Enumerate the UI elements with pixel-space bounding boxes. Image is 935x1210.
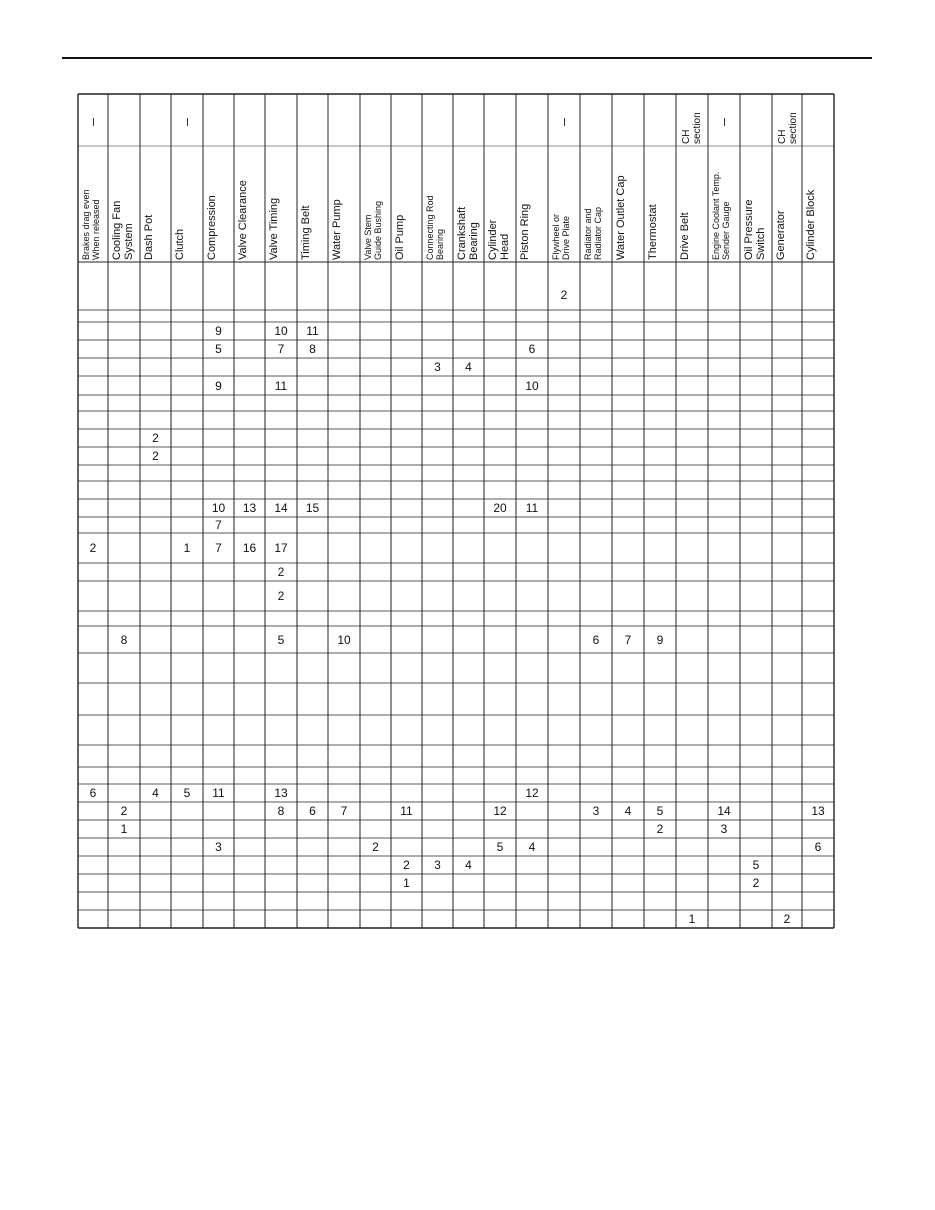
matrix-cell-value: 4 xyxy=(624,804,632,818)
matrix-cell-value: 11 xyxy=(212,786,225,800)
ref-tick-mark xyxy=(187,118,188,126)
column-header-label: Drive Belt xyxy=(679,212,691,260)
matrix-cell-value: 1 xyxy=(403,876,410,890)
column-header xyxy=(206,150,233,260)
matrix-cell-value: 8 xyxy=(120,632,128,647)
column-header-label: Connecting Rod Bearing xyxy=(425,195,445,260)
matrix-cell-value: 5 xyxy=(656,804,664,818)
matrix-cell-value: 5 xyxy=(752,858,760,872)
matrix-cell-value: 9 xyxy=(215,378,222,393)
ref-tick-mark xyxy=(724,118,725,126)
column-header-label: Cylinder Head xyxy=(487,219,511,260)
matrix-cell-value: 9 xyxy=(656,632,664,647)
column-header xyxy=(456,150,483,260)
matrix-cell-value: 3 xyxy=(434,360,441,374)
matrix-cell-value: 20 xyxy=(493,501,507,515)
matrix-cell-value: 9 xyxy=(215,324,222,338)
matrix-cell-value: 13 xyxy=(274,786,288,800)
column-header-label: Crankshaft Bearing xyxy=(456,206,480,260)
matrix-cell-value: 7 xyxy=(624,632,632,647)
matrix-cell-value: 12 xyxy=(493,804,507,818)
section-reference-text: CH section xyxy=(681,112,703,144)
column-header xyxy=(331,150,359,260)
ref-tick-mark xyxy=(93,118,94,126)
section-reference xyxy=(681,96,707,144)
column-header-label: Piston Ring xyxy=(519,203,531,260)
matrix-cell-value: 7 xyxy=(215,518,222,532)
column-header-label: Compression xyxy=(206,195,218,260)
column-header xyxy=(174,150,202,260)
column-header xyxy=(519,150,547,260)
matrix-cell-value: 4 xyxy=(152,786,159,800)
matrix-cell-value: 2 xyxy=(372,840,379,854)
column-header xyxy=(615,150,643,260)
column-header xyxy=(300,150,327,260)
matrix-cell-value: 10 xyxy=(274,324,288,338)
column-header-label: Thermostat xyxy=(647,204,659,260)
column-header-label: Dash Pot xyxy=(143,214,155,260)
matrix-cell-value: 2 xyxy=(560,288,568,302)
matrix-cell-value: 3 xyxy=(434,858,441,872)
matrix-cell-value: 4 xyxy=(528,840,536,854)
matrix-cell-value: 10 xyxy=(337,632,351,647)
matrix-cell-value: 7 xyxy=(215,541,222,555)
column-header xyxy=(805,150,833,260)
matrix-cell-value: 2 xyxy=(403,858,410,872)
matrix-cell-value: 2 xyxy=(656,822,664,836)
matrix-cell-value: 10 xyxy=(211,501,226,515)
matrix-cell-value: 3 xyxy=(215,840,222,854)
matrix-cell-value: 2 xyxy=(277,565,285,579)
column-header-label: Oil Pump xyxy=(394,214,406,260)
matrix-cell-value: 11 xyxy=(306,324,319,338)
matrix-cell-value: 14 xyxy=(717,804,731,818)
matrix-cell-value: 7 xyxy=(277,342,285,356)
matrix-cell-value: 6 xyxy=(528,342,536,356)
column-header xyxy=(363,150,390,260)
column-header-label: Brakes drag even When released xyxy=(81,189,101,260)
matrix-cell-value: 8 xyxy=(309,342,316,356)
matrix-cell-value: 11 xyxy=(525,501,539,515)
column-header xyxy=(775,150,801,260)
matrix-cell-value: 6 xyxy=(89,786,97,800)
column-header-label: Valve Stem Guide Bushing xyxy=(363,200,383,260)
matrix-cell-value: 17 xyxy=(274,541,288,555)
matrix-cell-value: 5 xyxy=(277,632,285,647)
matrix-cell-value: 13 xyxy=(811,804,825,818)
matrix-cell-value: 1 xyxy=(120,822,128,836)
column-header-label: Generator xyxy=(775,210,787,260)
column-header xyxy=(268,150,296,260)
ref-tick-mark xyxy=(564,118,565,126)
column-header-label: Valve Timing xyxy=(268,197,280,260)
column-header-label: Oil Pressure Switch xyxy=(743,199,767,260)
matrix-cell-value: 7 xyxy=(340,804,348,818)
matrix-cell-value: 3 xyxy=(592,804,600,818)
matrix-cell-value: 6 xyxy=(814,840,822,854)
matrix-cell-value: 2 xyxy=(277,589,285,603)
column-header xyxy=(487,150,515,260)
column-header-label: Timing Belt xyxy=(300,205,312,260)
column-header xyxy=(143,150,170,260)
column-header xyxy=(647,150,675,260)
column-header xyxy=(394,150,421,260)
column-header xyxy=(237,150,264,260)
column-header-label: Cooling Fan System xyxy=(111,200,135,260)
column-header xyxy=(111,150,139,260)
column-header-label: Radiator and Radiator Cap xyxy=(583,206,603,260)
matrix-cell-value: 4 xyxy=(465,360,472,374)
matrix-cell-value: 1 xyxy=(183,541,191,555)
column-header-label: Engine Coolant Temp. Sender Gauge xyxy=(711,171,731,260)
section-reference xyxy=(777,96,801,144)
matrix-cell-value: 16 xyxy=(242,541,257,555)
matrix-cell-value: 1 xyxy=(688,912,696,926)
matrix-cell-value: 5 xyxy=(496,840,504,854)
section-reference-text: CH section xyxy=(777,112,799,144)
matrix-cell-value: 5 xyxy=(183,786,191,800)
column-header-label: Clutch xyxy=(174,228,186,260)
matrix-cell-value: 3 xyxy=(720,822,728,836)
matrix-cell-value: 2 xyxy=(89,541,97,555)
matrix-cell-value: 13 xyxy=(242,501,257,515)
matrix-cell-value: 5 xyxy=(215,342,222,356)
matrix-cell-value: 2 xyxy=(783,912,791,926)
column-header xyxy=(743,150,771,260)
matrix-cell-value: 11 xyxy=(274,378,288,393)
column-header-label: Valve Clearance xyxy=(237,180,249,260)
matrix-cell-value: 11 xyxy=(400,804,413,818)
column-header xyxy=(81,150,107,260)
matrix-cell-value: 12 xyxy=(525,786,539,800)
matrix-cell-value: 6 xyxy=(592,632,600,647)
matrix-cell-value: 6 xyxy=(309,804,316,818)
column-header xyxy=(679,150,707,260)
column-header-label: Water Outlet Cap xyxy=(615,175,627,260)
matrix-cell-value: 4 xyxy=(465,858,472,872)
matrix-cell-value: 2 xyxy=(120,804,128,818)
column-header-label: Cylinder Block xyxy=(805,189,817,260)
matrix-cell-value: 2 xyxy=(152,449,159,463)
column-header xyxy=(551,150,579,260)
matrix-cell-value: 15 xyxy=(305,501,320,515)
column-header-label: Water Pump xyxy=(331,199,343,260)
matrix-cell-value: 2 xyxy=(152,431,159,445)
column-header-label: Flywheel or Drive Plate xyxy=(551,213,571,260)
column-header xyxy=(583,150,611,260)
column-header xyxy=(425,150,452,260)
matrix-cell-value: 8 xyxy=(277,804,285,818)
matrix-cell-value: 2 xyxy=(752,876,760,890)
matrix-cell-value: 10 xyxy=(525,378,539,393)
column-header xyxy=(711,150,739,260)
matrix-cell-value: 14 xyxy=(274,501,288,515)
